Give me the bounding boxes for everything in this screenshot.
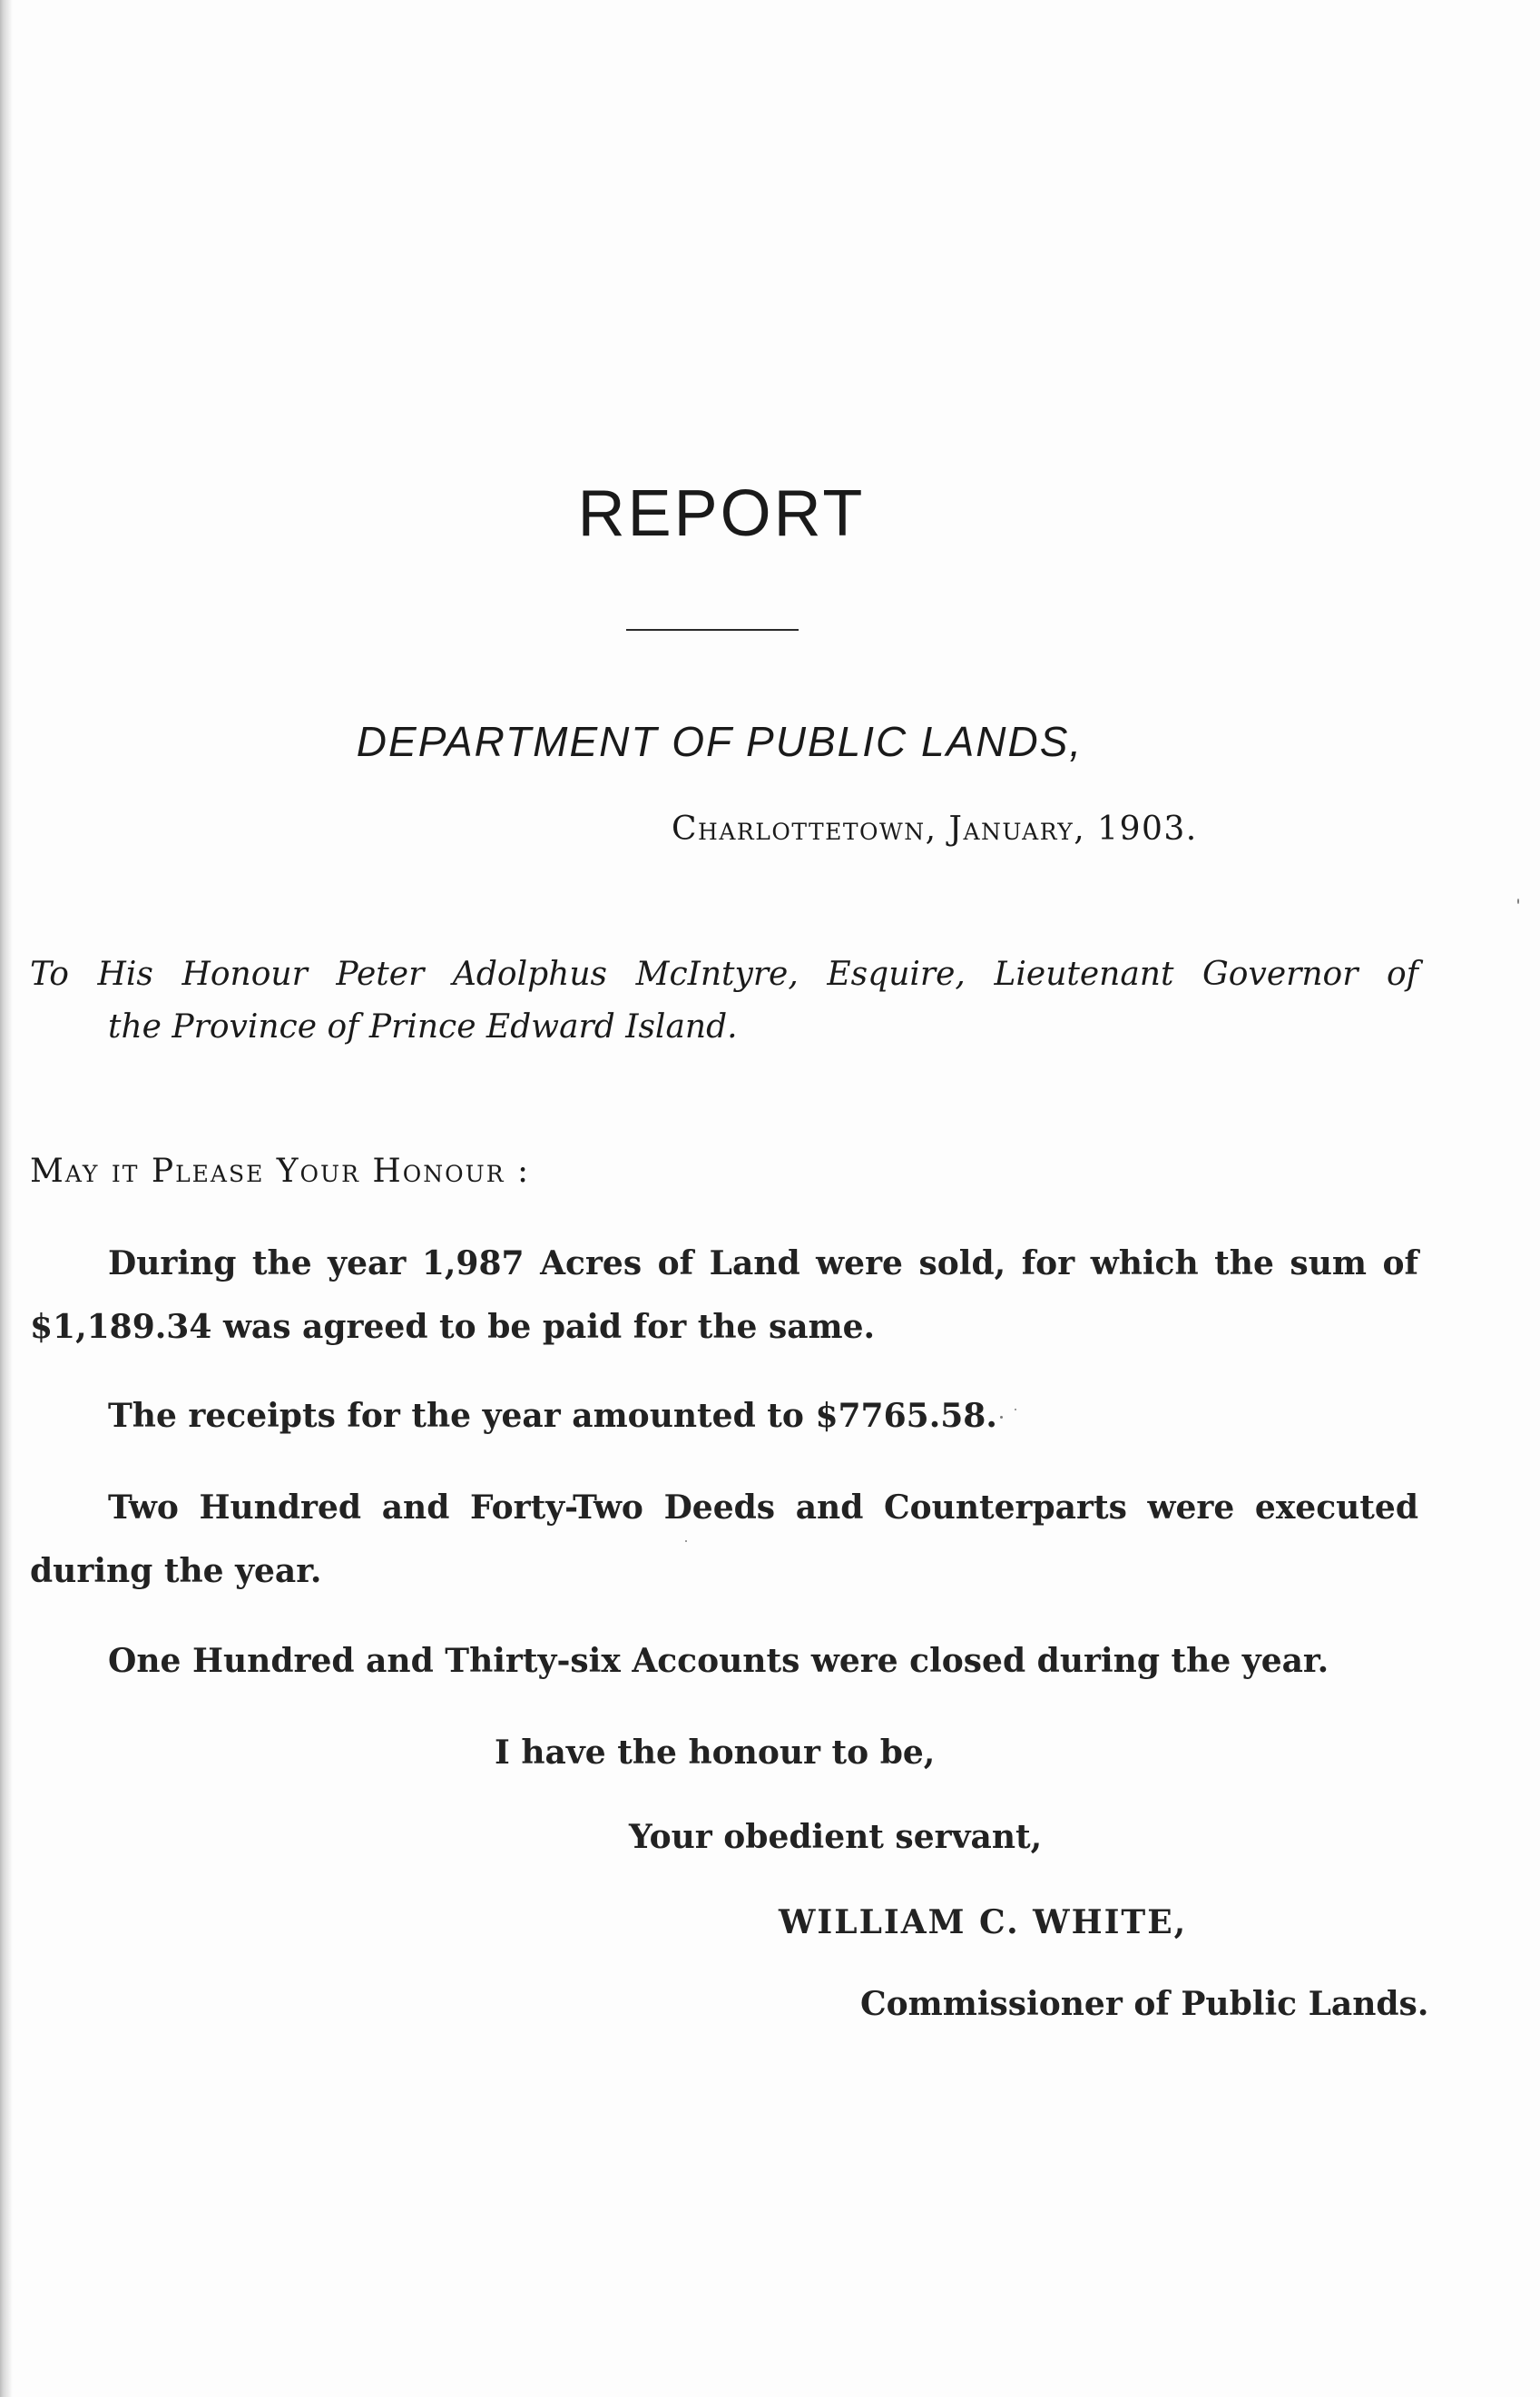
paragraph-line: Two Hundred and Forty-Two Deeds and Counterparts were executed	[108, 1488, 1418, 1527]
paragraph-land-sold	[30, 1232, 1418, 1359]
paragraph-line: During the year 1,987 Acres of Land were sold, for which the sum of	[108, 1244, 1418, 1282]
salutation: May it Please Your Honour :	[30, 1153, 531, 1190]
title-rule	[626, 629, 799, 631]
closing-line-servant: Your obedient servant,	[629, 1818, 1043, 1856]
print-speck	[1517, 899, 1519, 904]
paragraph-line: One Hundred and Thirty-six Accounts were closed during the year.	[108, 1642, 1329, 1680]
print-speck	[1015, 1409, 1016, 1410]
address-line-2: the Province of Prince Edward Island.	[108, 1008, 738, 1046]
paragraph-accounts	[30, 1629, 1418, 1693]
closing-line-honour: I have the honour to be,	[495, 1734, 936, 1772]
signatory-position: Commissioner of Public Lands.	[860, 1985, 1429, 2023]
address-block	[30, 948, 1418, 1054]
print-speck	[1000, 1416, 1003, 1419]
paragraph-line: The receipts for the year amounted to $7765.58.	[108, 1397, 997, 1435]
binding-edge	[0, 0, 13, 2397]
print-speck	[685, 1540, 687, 1542]
department-heading: DEPARTMENT OF PUBLIC LANDS,	[356, 718, 1084, 765]
address-line-1: To His Honour Peter Adolphus McIntyre, Esquire, Lieutenant Governor of	[30, 956, 1418, 993]
report-title: REPORT	[577, 477, 866, 550]
dateline: Charlottetown, January, 1903.	[672, 810, 1198, 848]
paragraph-deeds	[30, 1476, 1418, 1603]
paragraph-receipts	[30, 1384, 1418, 1448]
paragraph-line: during the year.	[30, 1552, 322, 1590]
signatory-name: WILLIAM C. WHITE,	[779, 1903, 1188, 1941]
paragraph-line: $1,189.34 was agreed to be paid for the same.	[30, 1308, 876, 1346]
